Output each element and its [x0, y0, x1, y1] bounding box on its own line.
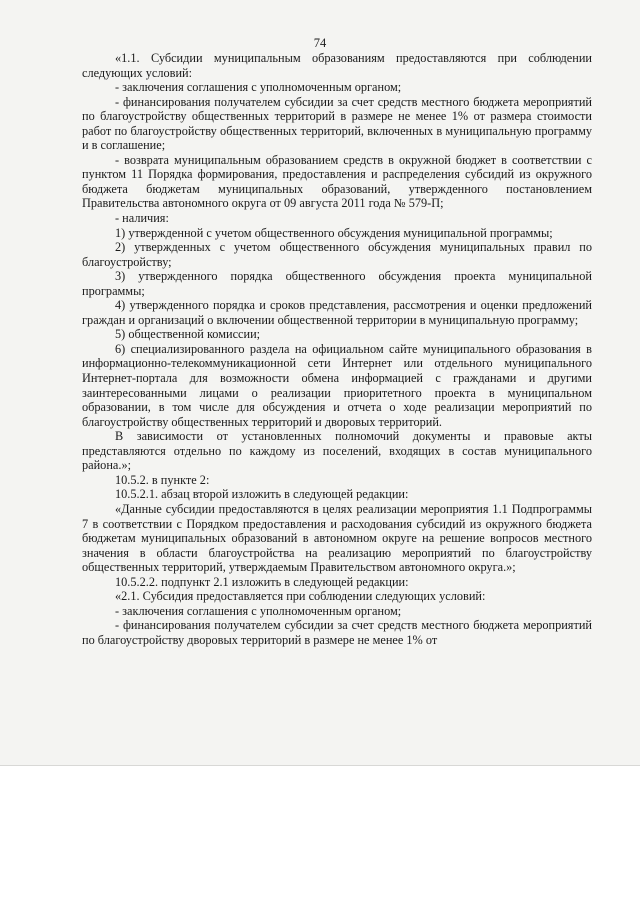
paragraph: - возврата муниципальным образованием средств в окружной бюджет в соответствии с пунктом 11 Порядка формирования, предоставления и распределения субсидий из окружного бюджета бюджетам муниципальных образований, утвержденного постановлением Правительства автономного округа от 09 августа 2011 года № 579-П; [82, 152, 592, 211]
paragraph: - наличия: [115, 211, 169, 226]
paragraph: «Данные субсидии предоставляются в целях реализации мероприятия 1.1 Подпрограммы 7 в соответствии с Порядком предоставления и расходования субсидий из окружного бюджета бюджетам муниципальных образований в автономном округе на решение вопросов местного значения в области благоустройства на реализацию мероприятий по благоустройству общественных территорий, утверждаемым Правительством автономного округа.»; [82, 501, 592, 575]
paragraph: - финансирования получателем субсидии за счет средств местного бюджета мероприятий по благоустройству дворовых территорий в размере не менее 1% от [82, 618, 592, 647]
paragraph: - финансирования получателем субсидии за счет средств местного бюджета мероприятий по благоустройству общественных территорий в размере не менее 1% от размера стоимости работ по благоустройству общественных территорий, включенных в муниципальную программу и в соглашение; [82, 94, 592, 153]
paragraph: 10.5.2.2. подпункт 2.1 изложить в следующей редакции: [115, 574, 409, 589]
paragraph: «2.1. Субсидия предоставляется при соблюдении следующих условий: [115, 589, 486, 604]
list-item: 3) утвержденного порядка общественного обсуждения проекта муниципальной программы; [82, 269, 592, 298]
paragraph: «1.1. Субсидии муниципальным образованиям предоставляются при соблюдении следующих условий: [82, 51, 592, 80]
paragraph: 10.5.2. в пункте 2: [115, 472, 210, 487]
list-item: 6) специализированного раздела на официальном сайте муниципального образования в информационно-телекоммуникационной сети Интернет или отдельного муниципального Интернет-портала для возможности обмена информацией с гражданами и другими заинтересованными лицами о реализации приоритетного проекта в муниципальном образовании, в том числе для обсуждения и отчета о ходе реализации мероприятий по благоустройству общественных территорий и дворовых территорий. [82, 341, 592, 429]
list-item: 4) утвержденного порядка и сроков представления, рассмотрения и оценки предложений граждан и организаций о включении общественной территории в муниципальную программу; [82, 298, 592, 327]
list-item: 5) общественной комиссии; [115, 327, 261, 342]
paragraph: - заключения соглашения с уполномоченным органом; [115, 80, 402, 95]
list-item: 2) утвержденных с учетом общественного обсуждения муниципальных правил по благоустройству; [82, 240, 592, 269]
page-number: 74 [313, 36, 327, 50]
paragraph: 10.5.2.1. абзац второй изложить в следующей редакции: [115, 487, 409, 502]
paragraph: В зависимости от установленных полномочий документы и правовые акты представляются отдельно по каждому из поселений, входящих в состав муниципального района.»; [82, 429, 592, 473]
paragraph: - заключения соглашения с уполномоченным органом; [115, 603, 402, 618]
document-body [82, 51, 592, 647]
list-item: 1) утвержденной с учетом общественного обсуждения муниципальной программы; [115, 225, 553, 240]
